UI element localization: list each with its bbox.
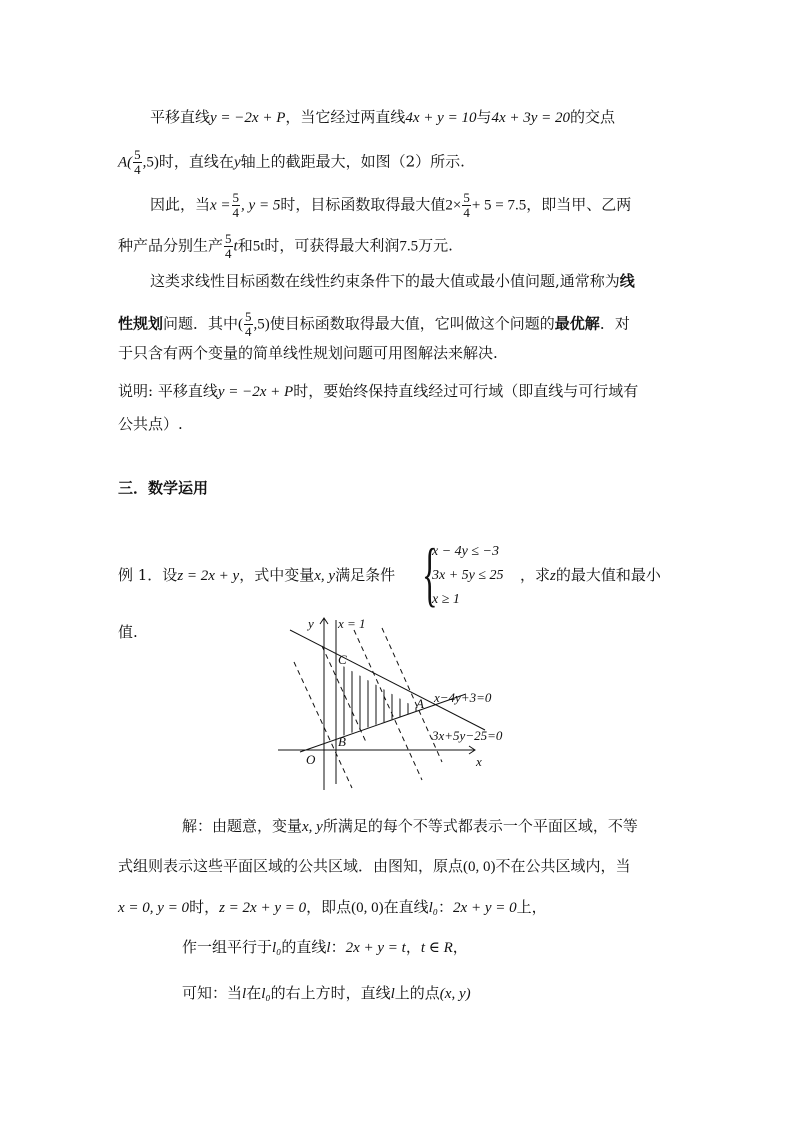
text: 解：由题意，变量 — [182, 817, 303, 835]
line-label-x1: x = 1 — [338, 616, 366, 631]
text: 上的点 — [394, 984, 440, 1002]
bold-term: 线 — [619, 272, 635, 290]
equation: t ∈ R — [420, 940, 453, 956]
text: 时，要始终保持直线经过可行域（即直线与可行域有 — [293, 382, 639, 400]
text: 式组则表示这些平面区域的公共区域．由图知，原点 — [118, 857, 464, 875]
point-a-label: A — [416, 696, 424, 711]
equation: 2x + y = 0 — [453, 900, 517, 916]
text: 所满足的每个不等式都表示一个平面区域，不等 — [322, 817, 638, 835]
text: ，式中变量 — [239, 566, 315, 584]
text-line — [520, 565, 661, 586]
text: 满足条件 — [335, 566, 396, 584]
text: ，即当甲、乙两 — [526, 195, 632, 214]
text-line — [182, 816, 638, 837]
text: ，当它经过两直线 — [285, 108, 406, 126]
variable: l₀ — [261, 986, 271, 1002]
text-line — [118, 148, 465, 177]
text: 平移直线 — [150, 108, 211, 126]
equation: x = — [210, 197, 231, 214]
text-line — [118, 232, 453, 261]
text: 上， — [516, 898, 547, 916]
variable: x, y — [314, 568, 336, 584]
value: 7.5 — [399, 238, 419, 255]
text: 可知：当 — [182, 984, 243, 1002]
equation: 5t — [252, 238, 265, 255]
x-axis-label: x — [476, 754, 482, 769]
text: ， — [452, 938, 468, 956]
fraction-denominator: 4 — [463, 205, 470, 220]
text: 万元. — [418, 236, 453, 255]
equation: 4x + 3y = 20 — [491, 110, 571, 126]
text: 因此，当 — [150, 195, 211, 214]
text-line — [118, 856, 631, 877]
text-line — [118, 622, 138, 642]
text: 这类求线性目标函数在线性约束条件下的最大值或最小值问题,通常称为 — [150, 272, 620, 290]
text: 不在公共区域内，当 — [495, 857, 631, 875]
text-line — [118, 897, 547, 918]
fraction-numerator: 5 — [245, 309, 252, 324]
text: 时，目标函数取得最大值 — [280, 195, 446, 214]
fraction — [232, 191, 241, 220]
point-label: ,5) — [253, 316, 270, 333]
variable: l — [242, 986, 247, 1002]
text: ： — [330, 938, 346, 956]
equation: x = 0, y = 0 — [118, 900, 190, 916]
point-label: A( — [118, 154, 133, 171]
text: 说明: 平移直线 — [118, 382, 218, 400]
text: 轴上的截距最大，如图（2）所示. — [240, 152, 465, 171]
fraction — [133, 148, 142, 177]
text: 作一组平行于 — [182, 938, 273, 956]
text: 问题．其中 — [163, 314, 239, 333]
text: 时， — [189, 898, 220, 916]
fraction-denominator: 4 — [232, 205, 240, 220]
text: ，求 — [520, 566, 551, 584]
fraction — [224, 232, 233, 261]
point-label: (0, 0) — [351, 900, 384, 916]
section-title: 三．数学运用 — [118, 479, 209, 497]
text: 在 — [246, 984, 262, 1002]
variable: l₀ — [428, 900, 439, 916]
text-line — [118, 310, 630, 339]
variable: x, y — [302, 819, 323, 835]
line-label-1: x−4y+3=0 — [434, 690, 492, 705]
constraint-system — [432, 540, 504, 612]
fraction — [462, 191, 471, 220]
text: 时，直线在 — [158, 152, 234, 171]
text-line — [150, 271, 635, 291]
text: 种产品分别生产 — [118, 236, 224, 255]
feasible-region — [336, 652, 420, 742]
text: 时，可获得最大利润 — [264, 236, 400, 255]
text-line — [150, 107, 615, 128]
y-axis-label: y — [308, 616, 314, 631]
brace: { — [422, 534, 438, 614]
equation: , y = 5 — [241, 197, 281, 214]
fraction-numerator: 5 — [225, 231, 232, 246]
variable: y — [233, 154, 241, 171]
variable: l — [390, 986, 395, 1002]
point-label: ,5) — [142, 154, 159, 171]
point-b-label: B — [338, 734, 346, 749]
equation: 2× — [445, 197, 462, 214]
text-line — [182, 983, 471, 1004]
text: ， — [405, 938, 421, 956]
text-line — [150, 191, 631, 220]
text-line — [118, 414, 183, 434]
text-line — [118, 343, 498, 363]
text: 公共点）. — [118, 415, 183, 433]
equation: z = 2x + y = 0 — [219, 900, 307, 916]
text: 例 1．设 — [118, 566, 178, 584]
text-line — [118, 565, 395, 586]
variable: l₀ — [272, 940, 282, 956]
line-3x-5y-25 — [290, 630, 485, 730]
point-label: (x, y) — [439, 986, 471, 1002]
fraction-denominator: 4 — [245, 324, 252, 339]
constraint: x − 4y ≤ −3 — [432, 544, 500, 559]
variable: l — [326, 940, 331, 956]
fraction-numerator: 5 — [232, 190, 240, 205]
constraint: 3x + 5y ≤ 25 — [432, 568, 504, 583]
fraction — [244, 310, 253, 339]
text: 使目标函数取得最大值，它叫做这个问题的 — [269, 314, 555, 333]
bold-term: 最优解 — [554, 314, 600, 333]
origin-label: O — [306, 752, 316, 767]
dashed-line-l0 — [294, 662, 352, 788]
equation: 2x + y = t — [345, 940, 406, 956]
variable: t — [233, 238, 238, 255]
line-label-2: 3x+5y−25=0 — [432, 728, 503, 743]
dashed-line-l2 — [354, 630, 422, 780]
equation: z = 2x + y — [177, 568, 240, 584]
fraction-numerator: 5 — [463, 190, 470, 205]
text: 与 — [476, 108, 492, 126]
constraint: x ≥ 1 — [432, 592, 460, 607]
bold-term: 性规划 — [118, 314, 164, 333]
text: 和 — [237, 236, 253, 255]
text: ： — [438, 898, 454, 916]
fraction-denominator: 4 — [134, 162, 141, 177]
text: ．对 — [599, 314, 630, 333]
text: 于只含有两个变量的简单线性规划问题可用图解法来解决. — [118, 344, 498, 362]
text: 的最大值和最小 — [555, 566, 661, 584]
text: ，即点 — [306, 898, 352, 916]
equation: 4x + y = 10 — [405, 110, 477, 126]
equation: y = −2x + P — [217, 384, 294, 400]
text: 的交点 — [570, 108, 616, 126]
text: 的直线 — [281, 938, 327, 956]
text-line — [182, 937, 468, 958]
text: 的右上方时，直线 — [270, 984, 391, 1002]
point-label: ( — [238, 316, 244, 333]
text-line — [118, 381, 638, 402]
text: 值. — [118, 623, 138, 641]
point-c-label: C — [338, 652, 347, 667]
text: 在直线 — [383, 898, 429, 916]
equation: + 5 = 7.5 — [471, 197, 527, 214]
fraction-denominator: 4 — [225, 246, 232, 261]
equation: y = −2x + P — [210, 110, 286, 126]
variable: z — [550, 568, 556, 584]
feasible-region-figure — [270, 612, 530, 792]
fraction-numerator: 5 — [134, 147, 141, 162]
point-label: (0, 0) — [463, 859, 496, 875]
